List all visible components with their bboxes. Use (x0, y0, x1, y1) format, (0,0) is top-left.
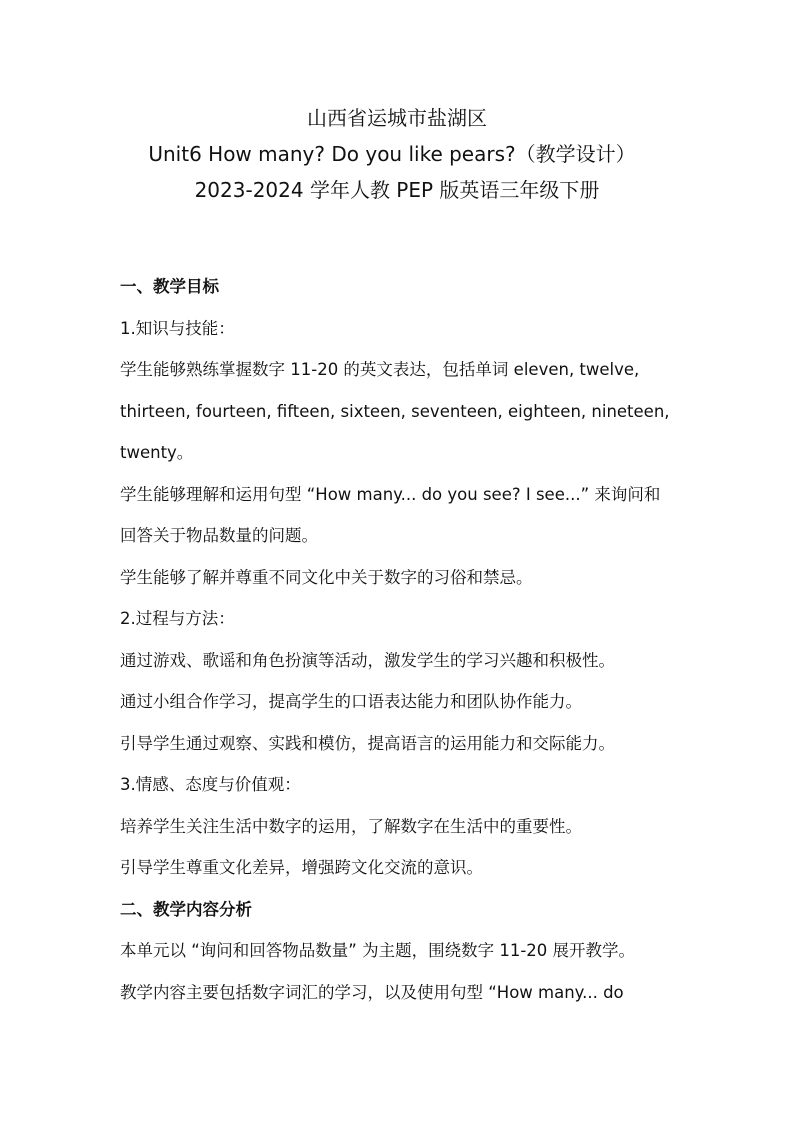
paragraph-line: 通过游戏、歌谣和角色扮演等活动，激发学生的学习兴趣和积极性。 (120, 650, 615, 670)
section-heading-content-analysis: 二、教学内容分析 (120, 899, 252, 919)
document-body (120, 266, 680, 1013)
paragraph-line: 通过小组合作学习，提高学生的口语表达能力和团队协作能力。 (120, 692, 582, 711)
paragraph-line: twenty。 (120, 443, 194, 462)
paragraph-line: thirteen, fourteen, fifteen, sixteen, seventeen, eighteen, nineteen, (120, 401, 670, 421)
subheading-process-methods: 2.过程与方法： (120, 609, 235, 628)
subheading-emotion-values: 3.情感、态度与价值观： (120, 775, 301, 794)
paragraph-line: 学生能够了解并尊重不同文化中关于数字的习俗和禁忌。 (120, 567, 533, 587)
title-lesson: Unit6 How many? Do you like pears?（教学设计） (148, 142, 636, 166)
paragraph-line: 回答关于物品数量的问题。 (120, 526, 318, 545)
paragraph-line: 学生能够熟练掌握数字 11-20 的英文表达，包括单词 eleven, twelve, (120, 360, 640, 379)
paragraph-line: 本单元以 “询问和回答物品数量” 为主题，围绕数字 11-20 展开教学。 (120, 941, 636, 960)
paragraph-line: 引导学生通过观察、实践和模仿，提高语言的运用能力和交际能力。 (120, 733, 615, 753)
paragraph-line: 教学内容主要包括数字词汇的学习，以及使用句型 “How many... do (120, 982, 624, 1002)
paragraph-line: 培养学生关注生活中数字的运用，了解数字在生活中的重要性。 (120, 816, 582, 836)
paragraph-line: 学生能够理解和运用句型 “How many... do you see? I see...” 来询问和 (120, 484, 661, 504)
subheading-knowledge-skills: 1.知识与技能： (120, 318, 235, 338)
paragraph-line: 引导学生尊重文化差异，增强跨文化交流的意识。 (120, 858, 483, 877)
section-heading-objectives: 一、教学目标 (120, 277, 219, 296)
title-region: 山西省运城市盐湖区 (307, 106, 487, 130)
document-title (0, 100, 794, 208)
title-textbook: 2023-2024 学年人教 PEP 版英语三年级下册 (194, 178, 600, 202)
